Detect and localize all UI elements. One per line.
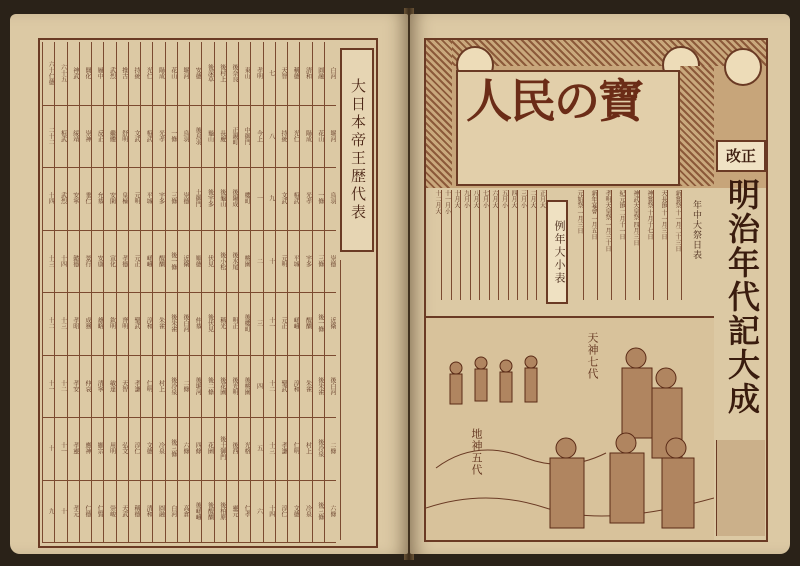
emperor-cell: 村上 (299, 417, 311, 481)
emperor-cell: 冷泉 (152, 417, 164, 481)
emperor-column (250, 42, 262, 542)
emperor-cell: 仲哀 (79, 355, 91, 419)
emperor-cell: 履中 (91, 42, 103, 106)
emperor-cell: 十 (263, 230, 275, 294)
emperor-cell: 後村上 (214, 42, 226, 106)
emperor-column (79, 42, 91, 542)
emperor-cell: 龜山 (201, 105, 213, 169)
emperor-cell: 垂仁 (79, 167, 91, 231)
emperor-cell: 九 (263, 167, 275, 231)
right-page-frame (424, 38, 768, 542)
emperor-cell: 允恭 (91, 167, 103, 231)
emperor-cell: 後堀河 (189, 355, 201, 419)
emperor-cell: 仁賢 (91, 480, 103, 544)
emperor-cell: 聖武 (128, 292, 140, 356)
emperor-cell: 元正 (128, 230, 140, 294)
emperor-column (177, 42, 189, 542)
emperor-cell: 平城 (140, 167, 152, 231)
emperor-cell: 十三 (54, 292, 66, 356)
emperor-cell: 皇極 (116, 167, 128, 231)
emperor-column (91, 42, 103, 542)
emperor-cell: 東山 (238, 42, 250, 106)
emperor-cell: 六十五 (54, 42, 66, 106)
emperor-cell: 文德 (287, 480, 299, 544)
emperor-cell: 元明 (128, 167, 140, 231)
emperor-column (116, 42, 128, 542)
emperor-cell: 圓融 (152, 480, 164, 544)
grid-rule (42, 42, 43, 542)
calendar-table-title: 例年大小表 (546, 200, 568, 304)
main-title: 人民の寶 (466, 74, 642, 128)
emperor-cell: 十一 (54, 417, 66, 481)
emperor-cell: 持統 (275, 105, 287, 169)
emperor-cell: 顯宗 (91, 417, 103, 481)
emperor-cell: 用明 (103, 417, 115, 481)
emperor-cell: 花山 (312, 105, 324, 169)
bridge-illustration (716, 440, 765, 536)
title-plaque (456, 70, 680, 186)
emperor-cell: 鳥羽 (324, 167, 336, 231)
emperor-cell: 八 (263, 105, 275, 169)
emperor-cell: 應神 (79, 417, 91, 481)
emperor-cell: 桓武 (54, 105, 66, 169)
emperor-column (140, 42, 152, 542)
emperor-cell: 六 (250, 480, 262, 544)
deity-figure-body (450, 374, 462, 404)
emperor-column (103, 42, 115, 542)
emperor-cell: 花園 (201, 417, 213, 481)
emperor-cell: 十二 (54, 355, 66, 419)
festival-cell: 新嘗祭 十一月二十三日 (668, 190, 682, 300)
emperor-cell: 十二 (42, 292, 54, 356)
emperor-cell: 聖武 (275, 355, 287, 419)
deity-figure-head (475, 357, 487, 369)
emperor-cell: 七 (263, 42, 275, 106)
emperor-cell: 五 (250, 417, 262, 481)
emperor-cell: 堀河 (177, 42, 189, 106)
emperor-cell: 清寧 (91, 355, 103, 419)
emperor-cell: 二條 (177, 355, 189, 419)
emperor-cell: 推古 (116, 42, 128, 106)
emperor-cell: 稱德 (128, 480, 140, 544)
emperor-cell: 成務 (79, 292, 91, 356)
emperor-cell: 二 (250, 230, 262, 294)
calendar-month-cell: 六月大 (489, 190, 499, 300)
emperor-cell: 靈元 (226, 480, 238, 544)
emperor-cell: 醍醐 (299, 292, 311, 356)
grid-rule (140, 42, 141, 542)
grid-rule (275, 42, 276, 542)
emperor-cell: 後朱雀 (312, 355, 324, 419)
emperor-column (226, 42, 238, 542)
grid-rule (238, 42, 239, 542)
emperor-cell: 後陽成 (226, 167, 238, 231)
emperor-cell: 清和 (140, 480, 152, 544)
emperor-column (238, 42, 250, 542)
emperor-cell: 後醍醐 (201, 480, 213, 544)
emperor-cell: 孝昭 (67, 292, 79, 356)
emperor-cell: 村上 (152, 355, 164, 419)
emperor-cell: 醍醐 (152, 230, 164, 294)
emperor-cell: 十四 (263, 480, 275, 544)
emperor-cell: 宇多 (152, 167, 164, 231)
emperor-column (299, 42, 311, 542)
grid-rule (152, 42, 153, 542)
deity-figure-head (616, 433, 636, 453)
emperor-cell: 光格 (238, 417, 250, 481)
emperor-cell: 後朱雀 (165, 292, 177, 356)
deity-figure-body (500, 372, 512, 402)
festival-table-title: 年中大祭日表 (691, 200, 701, 260)
emperor-cell: 白河 (324, 42, 336, 106)
emperor-cell: 十 (54, 480, 66, 544)
emperor-cell: 堀河 (324, 105, 336, 169)
emperor-cell: 正親町 (226, 105, 238, 169)
emperor-cell: 天智 (275, 42, 287, 106)
emperor-cell: 一條 (312, 167, 324, 231)
emperor-column (312, 42, 324, 542)
emperor-cell: 文德 (140, 417, 152, 481)
emperor-cell: 文武 (128, 105, 140, 169)
emperor-cell: 十三 (42, 230, 54, 294)
emperor-cell: 近衛 (324, 292, 336, 356)
emperor-cell: 三條 (165, 167, 177, 231)
calendar-month-cell: 四月大 (508, 190, 518, 300)
emperor-cell: 綏靖 (67, 105, 79, 169)
emperor-table-grid (42, 42, 336, 542)
emperor-cell: 花山 (165, 42, 177, 106)
emperor-cell: 圓融 (312, 42, 324, 106)
emperor-cell: 六十仁德 (42, 42, 54, 106)
emperor-table-side-strip (340, 260, 371, 540)
emperor-cell: 安閑 (103, 167, 115, 231)
emperor-cell: 光孝 (152, 105, 164, 169)
emperor-cell: 今上 (250, 105, 262, 169)
emperor-cell: 後伏見 (201, 292, 213, 356)
title-banner (426, 40, 766, 188)
deity-figure-body (662, 458, 694, 528)
emperor-cell: 陽成 (299, 105, 311, 169)
grid-rule (299, 42, 300, 542)
emperor-cell: 元正 (275, 292, 287, 356)
emperor-cell: 淳和 (287, 355, 299, 419)
emperor-cell: 開化 (79, 42, 91, 106)
festival-cell: 天長節 十一月三日 (654, 190, 668, 300)
deities-illustration (426, 316, 714, 540)
calendar-month-cell: 九月小 (461, 190, 471, 300)
emperor-cell: 光仁 (140, 42, 152, 106)
emperor-cell: 後花園 (214, 355, 226, 419)
emperor-cell: 繼體 (103, 105, 115, 169)
caption-earthly-deities: 地神五代 (470, 428, 483, 476)
calendar-month-cell: 十月大 (451, 190, 461, 300)
emperor-cell: 神武 (67, 42, 79, 106)
emperor-cell: 武烈 (103, 42, 115, 106)
grid-rule (67, 42, 68, 542)
left-page (10, 14, 408, 554)
emperor-cell: 崇德 (177, 167, 189, 231)
emperor-cell: 十四 (54, 230, 66, 294)
emperor-cell: 仁明 (287, 417, 299, 481)
emperor-cell: 平城 (287, 230, 299, 294)
emperor-cell: 持統 (128, 42, 140, 106)
emperor-cell: 後深草 (201, 42, 213, 106)
emperor-cell: 桃園 (238, 230, 250, 294)
emperor-cell: 孝靈 (67, 417, 79, 481)
emperor-column (189, 42, 201, 542)
emperor-cell: 仁德 (79, 480, 91, 544)
deity-figure-body (550, 458, 584, 528)
emperor-cell: 舒明 (116, 105, 128, 169)
emperor-cell: 後龜山 (214, 167, 226, 231)
emperor-cell: 懿德 (67, 230, 79, 294)
emperor-cell: 稱光 (214, 292, 226, 356)
emperor-table-frame (38, 38, 378, 548)
emperor-cell: 齊明 (116, 292, 128, 356)
festival-cell: 神武天皇祭 四月三日 (626, 190, 640, 300)
calendar-month-cell: 十二月大 (432, 190, 442, 300)
emperor-cell: 伏見 (201, 230, 213, 294)
emperor-cell: 元明 (275, 230, 287, 294)
emperor-cell: 天智 (116, 355, 128, 419)
emperor-cell: 近衛 (177, 230, 189, 294)
emperor-cell: 弘文 (116, 417, 128, 481)
emperor-cell: 明正 (226, 292, 238, 356)
emperor-cell: 安德 (189, 42, 201, 106)
emperor-column (67, 42, 79, 542)
grid-rule (201, 42, 202, 542)
emperor-cell: 高倉 (177, 480, 189, 544)
emperor-cell: 桓武 (287, 167, 299, 231)
emperor-cell: 後宇多 (201, 167, 213, 231)
calendar-month-cell: 七月小 (480, 190, 490, 300)
festival-cell: 神嘗祭 十月十七日 (640, 190, 654, 300)
calendar-month-cell: 三月小 (518, 190, 528, 300)
emperor-cell: 雄略 (91, 292, 103, 356)
emperor-cell: 四條 (189, 417, 201, 481)
emperor-cell: 宇多 (299, 230, 311, 294)
emperor-cell: 鳥羽 (177, 105, 189, 169)
emperor-cell: 孝明 (250, 42, 262, 106)
emperor-cell: 敏達 (103, 355, 115, 419)
emperor-cell: 孝元 (67, 480, 79, 544)
emperor-cell: 淳和 (140, 292, 152, 356)
emperor-cell: 後西 (226, 417, 238, 481)
calendar-month-cell: 十一月小 (442, 190, 452, 300)
emperor-cell: 後嵯峨 (189, 480, 201, 544)
festival-cell: 孝明天皇祭 一月三十日 (598, 190, 612, 300)
deity-figure-head (500, 360, 512, 372)
emperor-cell: 四 (250, 355, 262, 419)
emperor-cell: 一 (250, 167, 262, 231)
emperor-cell: 後鳥羽 (189, 105, 201, 169)
emperor-column (214, 42, 226, 542)
emperor-cell: 宣化 (103, 230, 115, 294)
deity-figure-head (525, 356, 537, 368)
grid-rule (189, 42, 190, 542)
deity-figure-head (666, 438, 686, 458)
grid-rule (312, 42, 313, 542)
emperor-column (128, 42, 140, 542)
emperor-cell: 仁明 (140, 355, 152, 419)
emperor-cell: 淳仁 (128, 417, 140, 481)
grid-rule (165, 42, 166, 542)
emperor-cell: 光孝 (299, 167, 311, 231)
emperor-cell: 冷泉 (299, 480, 311, 544)
emperor-table-title: 大日本帝王歴代表 (349, 78, 367, 222)
deity-figure-body (610, 453, 644, 523)
right-page (410, 14, 790, 554)
emperor-cell: 孝德 (116, 230, 128, 294)
emperor-cell: 九 (42, 480, 54, 544)
emperor-cell: 崇峻 (103, 480, 115, 544)
emperor-cell: 二條 (324, 417, 336, 481)
emperor-cell: 後二條 (201, 355, 213, 419)
emperor-cell: 景行 (79, 230, 91, 294)
emperor-cell: 仲恭 (189, 292, 201, 356)
emperor-cell: 六條 (177, 417, 189, 481)
emperor-cell: 十二 (263, 355, 275, 419)
emperor-cell: 光仁 (287, 105, 299, 169)
calendar-month-cell: 二月大 (527, 190, 537, 300)
emperor-cell: 後冷泉 (165, 355, 177, 419)
emperor-cell: 後三條 (165, 417, 177, 481)
emperor-table-title-box (340, 48, 374, 252)
emperor-cell: 欽明 (103, 292, 115, 356)
calendar-month-cell: 正月大 (537, 190, 547, 300)
emperor-cell: 嵯峨 (287, 292, 299, 356)
grid-rule (128, 42, 129, 542)
emperor-cell: 十 (42, 417, 54, 481)
deity-figure-head (450, 362, 462, 374)
emperor-cell: 三條 (312, 230, 324, 294)
emperor-column (324, 42, 336, 542)
emperor-cell: 清和 (299, 42, 311, 106)
emperor-column (165, 42, 177, 542)
festival-cell: 元始祭 一月三日 (570, 190, 584, 300)
reform-label: 改正 (716, 140, 766, 172)
emperor-cell: 中御門 (238, 105, 250, 169)
grid-rule (177, 42, 178, 542)
deity-figure-body (525, 368, 537, 402)
grid-rule (91, 42, 92, 542)
calendar-month-cell: 五月小 (499, 190, 509, 300)
deity-figure-body (475, 369, 487, 401)
emperor-cell: 十三 (263, 417, 275, 481)
emperor-cell: 後櫻町 (238, 292, 250, 356)
emperor-cell: 十四 (42, 167, 54, 231)
deity-figure-body (622, 368, 652, 438)
emperor-column (287, 42, 299, 542)
emperor-cell: 櫻町 (238, 167, 250, 231)
ornament-left (426, 40, 452, 188)
emperor-column (275, 42, 287, 542)
calendar-month-cell: 八月大 (470, 190, 480, 300)
deity-figure-head (556, 438, 576, 458)
emperor-cell: 朱雀 (299, 355, 311, 419)
emperor-cell: 一條 (165, 105, 177, 169)
emperor-cell: 十一 (42, 355, 54, 419)
grid-rule (250, 42, 251, 542)
emperor-cell: 六條 (324, 480, 336, 544)
emperor-cell: 陽成 (152, 42, 164, 106)
ornament-right (680, 66, 714, 186)
emperor-cell: 後土御門 (214, 417, 226, 481)
emperor-cell: 白河 (165, 480, 177, 544)
emperor-cell: 安康 (91, 230, 103, 294)
caption-heavenly-deities: 天神七代 (586, 332, 599, 380)
emperor-cell: 後柏原 (214, 480, 226, 544)
emperor-cell: 土御門 (189, 167, 201, 231)
emperor-cell: 二十二 (42, 105, 54, 169)
grid-rule (226, 42, 227, 542)
emperor-column (42, 42, 54, 542)
emperor-cell: 十一 (263, 292, 275, 356)
grid-rule (116, 42, 117, 542)
grid-rule (324, 42, 325, 542)
emperor-cell: 後桃園 (238, 355, 250, 419)
emperor-cell: 後一條 (165, 230, 177, 294)
emperor-cell: 朱雀 (152, 292, 164, 356)
emperor-column (201, 42, 213, 542)
emperor-column (263, 42, 275, 542)
emperor-cell: 後冷泉 (312, 417, 324, 481)
grid-rule (54, 42, 55, 542)
emperor-cell: 安寧 (67, 167, 79, 231)
emperor-cell: 崇德 (324, 230, 336, 294)
emperor-cell: 桓武 (140, 105, 152, 169)
emperor-cell: 孝安 (67, 355, 79, 419)
grid-rule (263, 42, 264, 542)
emperor-cell: 長慶 (214, 105, 226, 169)
emperor-column (152, 42, 164, 542)
emperor-cell: 仁孝 (238, 480, 250, 544)
emperor-cell: 淳仁 (275, 480, 287, 544)
festival-cell: 紀元節 二月十一日 (612, 190, 626, 300)
emperor-cell: 後白河 (324, 355, 336, 419)
emperor-cell: 稱德 (287, 42, 299, 106)
emperor-cell: 文武 (275, 167, 287, 231)
grid-rule (287, 42, 288, 542)
grid-rule (103, 42, 104, 542)
emperor-cell: 後小松 (214, 230, 226, 294)
emperor-column (54, 42, 66, 542)
grid-rule (214, 42, 215, 542)
emperor-cell: 孝謙 (275, 417, 287, 481)
emperor-cell: 天武 (116, 480, 128, 544)
crest-corner-icon (724, 48, 762, 86)
emperor-cell: 武烈 (54, 167, 66, 231)
emperor-cell: 後白河 (177, 292, 189, 356)
emperor-cell: 後水尾 (226, 230, 238, 294)
festival-cell: 新年宴會 一月五日 (584, 190, 598, 300)
emperor-cell: 後三條 (312, 480, 324, 544)
emperor-cell: 崇神 (79, 105, 91, 169)
deity-figure-head (626, 348, 646, 368)
emperor-cell: 後奈良 (226, 42, 238, 106)
emperor-cell: 後一條 (312, 292, 324, 356)
emperor-cell: 嵯峨 (140, 230, 152, 294)
deity-figure-head (656, 368, 676, 388)
emperor-cell: 後光明 (226, 355, 238, 419)
emperor-cell: 順德 (189, 230, 201, 294)
emperor-cell: 三 (250, 292, 262, 356)
emperor-cell: 孝謙 (128, 355, 140, 419)
emperor-cell: 反正 (91, 105, 103, 169)
side-title: 明治年代記大成 (723, 178, 761, 416)
grid-rule (79, 42, 80, 542)
